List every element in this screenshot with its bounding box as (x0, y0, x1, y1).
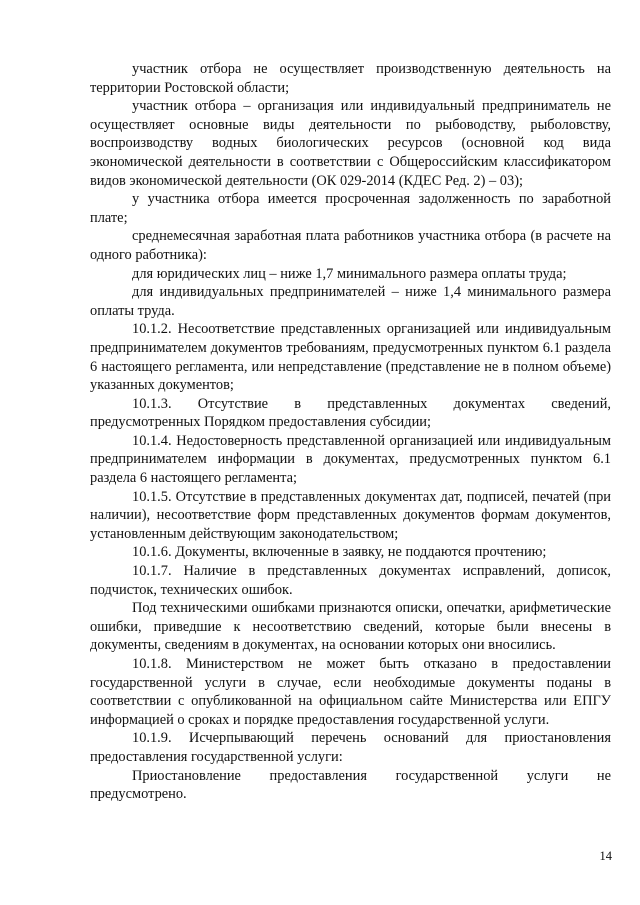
paragraph-10-1-5: 10.1.5. Отсутствие в представленных документах дат, подписей, печатей (при наличии), несоответствие форм представленных документов формам документов, установленным действующим законодательством; (90, 488, 611, 542)
paragraph-10-1-3: 10.1.3. Отсутствие в представленных документах сведений, предусмотренных Порядком предоставления субсидии; (90, 395, 611, 431)
paragraph-10-1-7: 10.1.7. Наличие в представленных документах исправлений, дописок, подчисток, технических ошибок. (90, 563, 611, 598)
paragraph-10-1-8: 10.1.8. Министерством не может быть отказано в предоставлении государственной услуги в случае, если необходимые документы поданы в соответствии с опубликованной на официальном сайте Министерства или ЕПГУ информацией о сроках и порядке предоставления государственной услуги. (90, 656, 611, 728)
paragraph-10-1-6: 10.1.6. Документы, включенные в заявку, не поддаются прочтению; (132, 544, 547, 561)
paragraph-participant-no-production: участник отбора не осуществляет производственную деятельность на территории Ростовской области; (90, 61, 611, 96)
paragraph-10-1-4: 10.1.4. Недостоверность представленной организацией или индивидуальным предпринимателем информации в документах, предусмотренных пунктом 6.1 раздела 6 настоящего регламента; (90, 432, 611, 487)
paragraph-10-1-9: 10.1.9. Исчерпывающий перечень оснований для приостановления предоставления государственной услуги: (90, 730, 611, 765)
paragraph-overdue-salary-debt: у участника отбора имеется просроченная задолженность по заработной плате; (90, 191, 611, 226)
paragraph-technical-errors-definition: Под техническими ошибками признаются описки, опечатки, арифметические ошибки, приведшие к несоответствию сведений, которые были внесены в документы, сведениям в документах, на основании которых они вносились. (90, 600, 611, 654)
page-number: 14 (599, 849, 612, 863)
paragraph-average-salary: среднемесячная заработная плата работников участника отбора (в расчете на одного работника): (90, 228, 611, 263)
paragraph-legal-entities-threshold: для юридических лиц – ниже 1,7 минимального размера оплаты труда; (132, 265, 567, 282)
document-body (90, 60, 611, 804)
paragraph-suspension-not-provided: Приостановление предоставления государственной услуги не предусмотрено. (90, 767, 611, 803)
paragraph-entrepreneurs-threshold: для индивидуальных предпринимателей – ниже 1,4 минимального размера оплаты труда. (90, 284, 611, 319)
paragraph-participant-fishery-activity: участник отбора – организация или индивидуальный предприниматель не осуществляет основные виды деятельности по рыбоводству, рыболовству, воспроизводству водных биологических ресурсов (основной код вида экономической деятельности в соответствии с Общероссийским классификатором видов экономической деятельности (ОК 029-2014 (КДЕС Ред. 2) – 03); (90, 98, 611, 189)
paragraph-10-1-2: 10.1.2. Несоответствие представленных организацией или индивидуальным предпринимателем документов требованиям, предусмотренных пунктом 6.1 раздела 6 настоящего регламента, или непредставление (представление не в полном объеме) указанных документов; (90, 321, 611, 394)
